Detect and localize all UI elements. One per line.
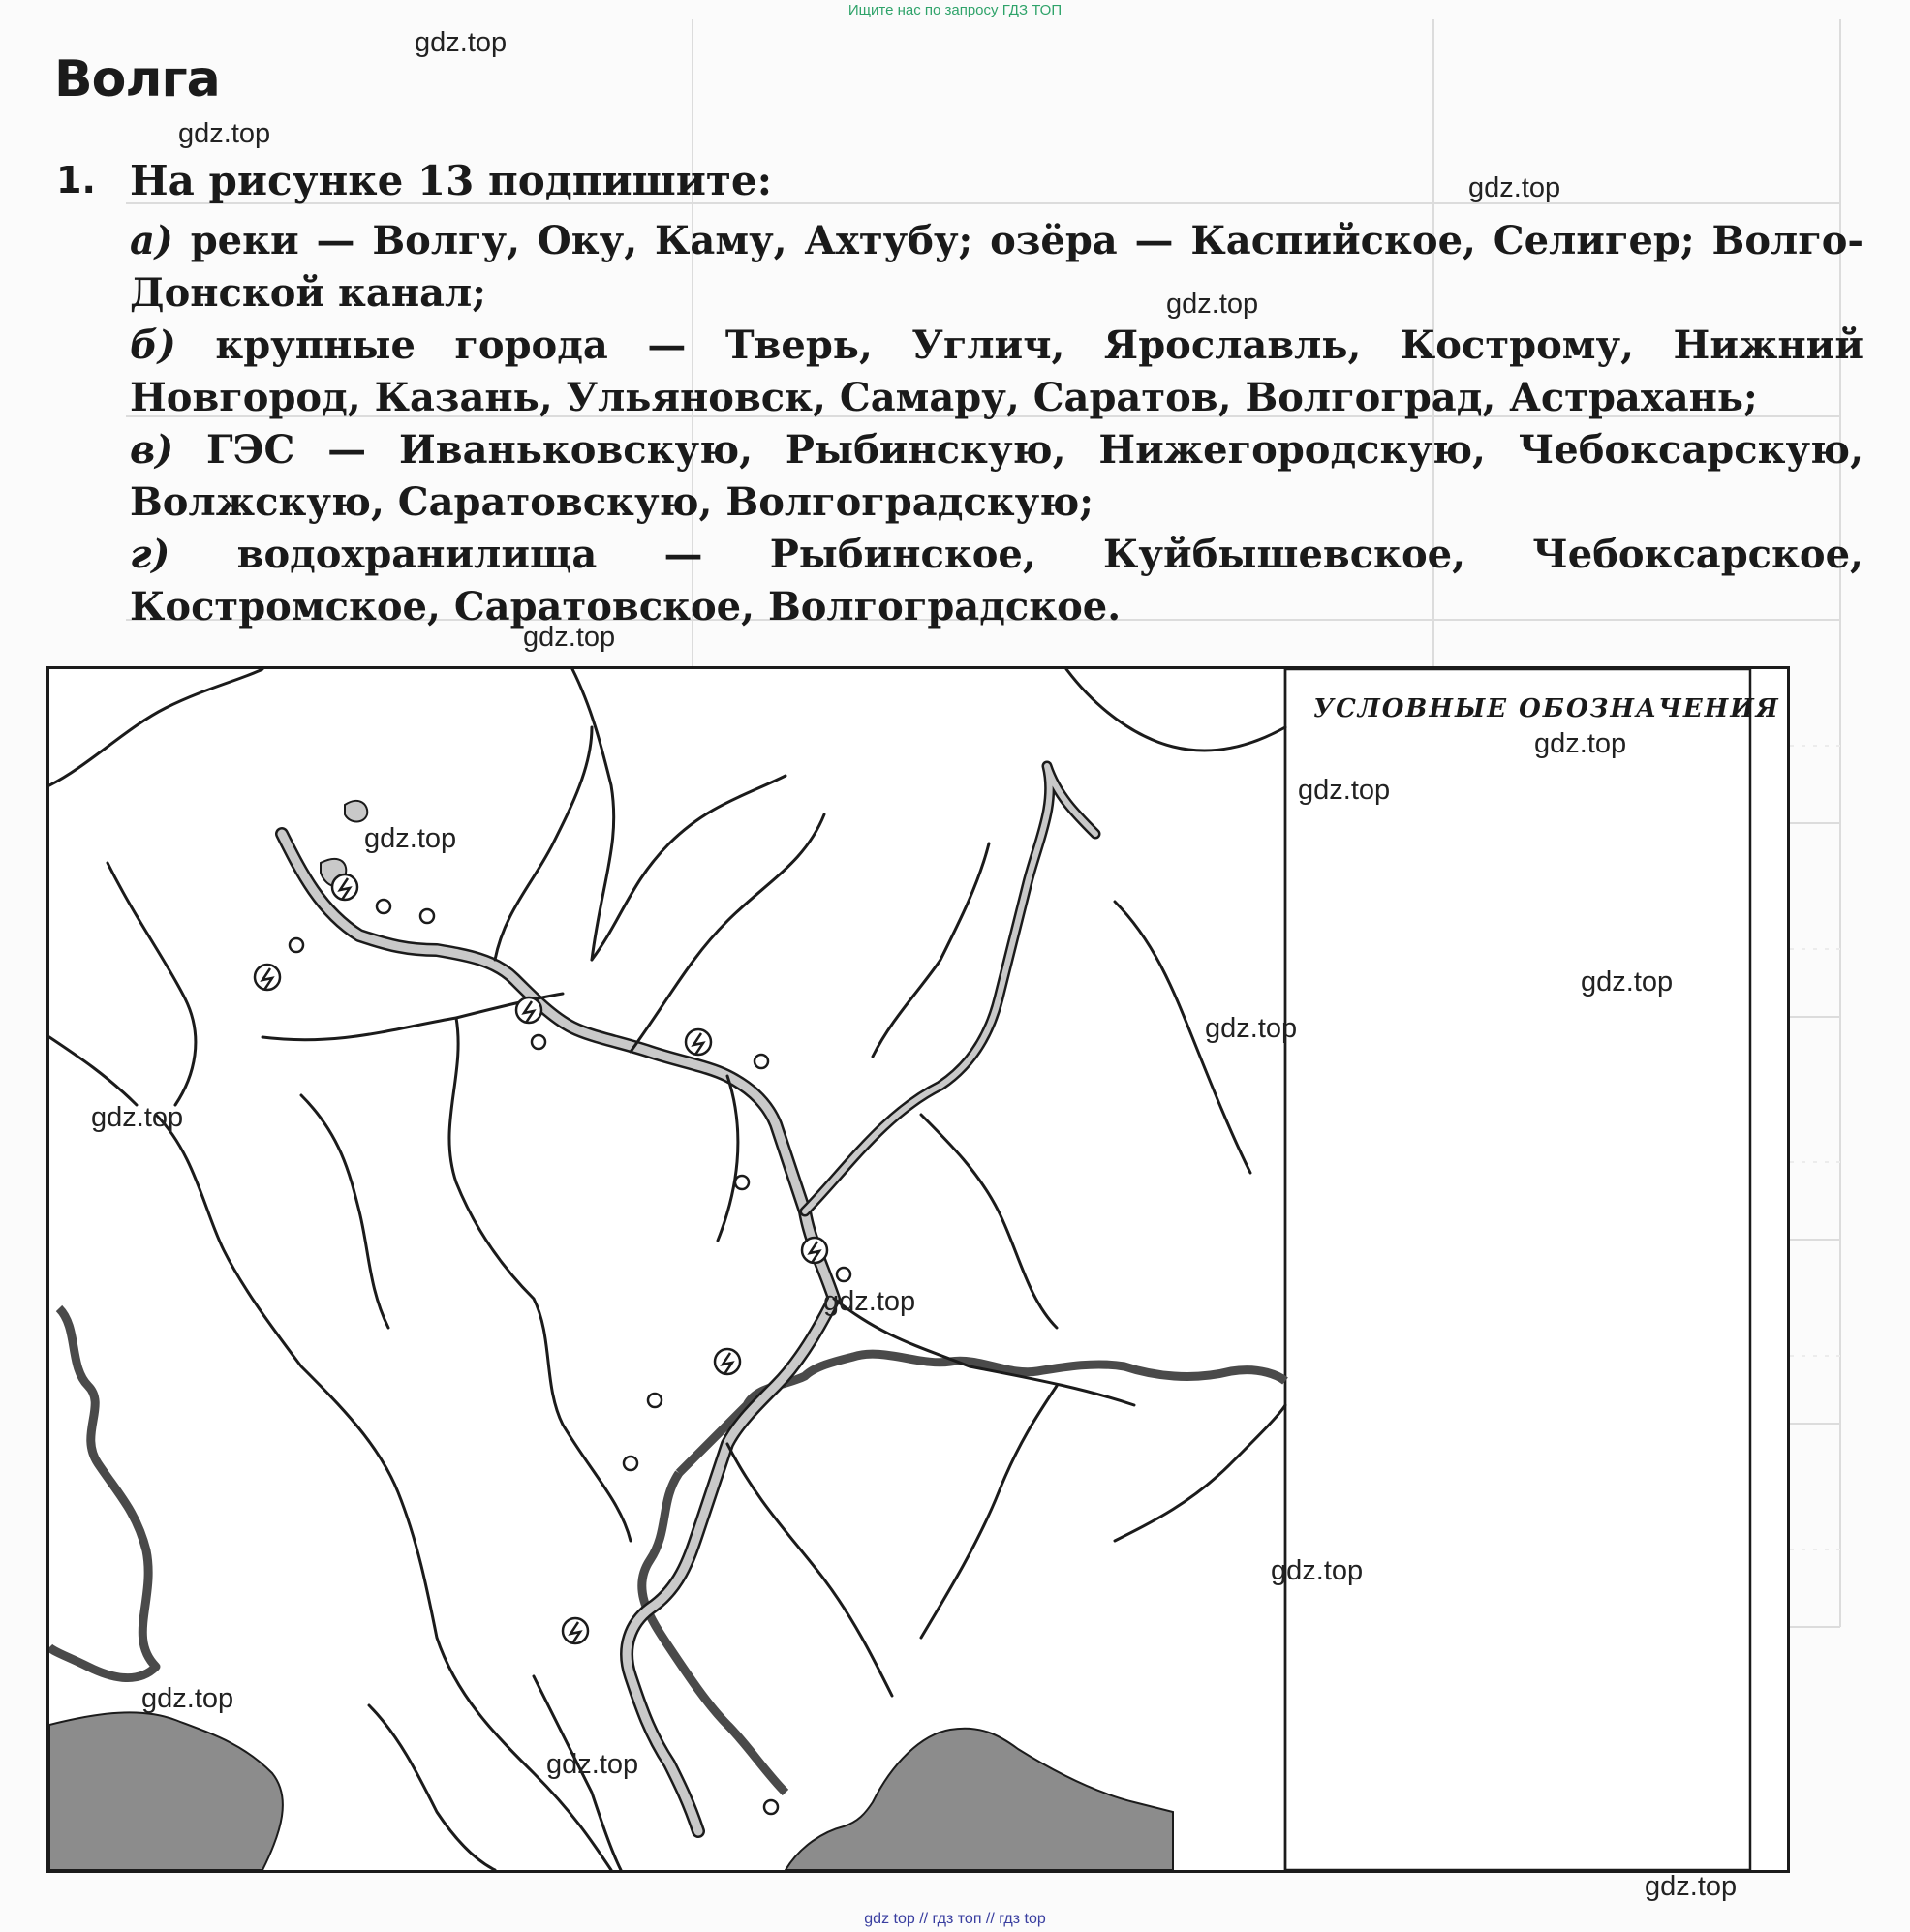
watermark: gdz.top — [1298, 775, 1391, 806]
city-markers — [290, 900, 850, 1814]
legend-title: УСЛОВНЫЕ ОБОЗНАЧЕНИЯ — [1313, 694, 1780, 723]
task-item-letter: а) — [130, 218, 173, 263]
hpp-markers — [255, 874, 827, 1643]
task-item-letter: г) — [130, 532, 170, 577]
task-header: На рисунке 13 подпишите: — [130, 157, 773, 204]
task-items — [130, 215, 1864, 633]
watermark: gdz.top — [1205, 1013, 1298, 1044]
task-item-letter: в) — [130, 427, 174, 473]
watermark: gdz.top — [1468, 172, 1561, 203]
state-border-south — [679, 1354, 1285, 1473]
volga-map-drawing — [49, 669, 1787, 1870]
task-number: 1. — [56, 159, 96, 201]
caspian-sea — [786, 1729, 1173, 1870]
volga-main-fill — [282, 834, 834, 1831]
watermark: gdz.top — [1581, 966, 1674, 997]
legend-box — [1285, 669, 1750, 1870]
task-item-g — [130, 529, 1864, 633]
watermark: gdz.top — [823, 1286, 916, 1317]
watermark: gdz.top — [1271, 1555, 1364, 1586]
watermark: gdz.top — [178, 118, 271, 149]
volga-map — [46, 666, 1790, 1873]
watermark: gdz.top — [1645, 1871, 1738, 1902]
watermark: gdz.top — [546, 1749, 639, 1780]
task-item-text: реки — Волгу, Оку, Каму, Ахтубу; озёра — Каспийское, Селигер; Волго-Донской канал; — [130, 218, 1864, 316]
section-title: Волга — [54, 50, 220, 108]
watermark: gdz.top — [141, 1683, 234, 1714]
watermark: gdz.top — [1534, 728, 1627, 759]
state-border — [49, 1308, 156, 1678]
watermark: gdz.top — [523, 622, 616, 653]
sea-bottom-left — [49, 1712, 283, 1870]
watermark: gdz.top — [1166, 289, 1259, 320]
task-item-text: водохранилища — Рыбинское, Куйбышевское, Чебоксарское, Костромское, Саратовское, Волгоградское. — [130, 532, 1864, 629]
volga-main — [282, 834, 834, 1831]
watermark: gdz.top — [91, 1102, 184, 1133]
bottom-banner[interactable]: gdz top // гдз топ // гдз top — [864, 1911, 1046, 1927]
top-banner[interactable]: Ищите нас по запросу ГДЗ ТОП — [847, 2, 1063, 18]
hpp-bolts — [262, 878, 819, 1643]
task-item-b — [130, 320, 1864, 424]
watermark: gdz.top — [364, 823, 457, 854]
task-item-v — [130, 424, 1864, 529]
task-item-text: ГЭС — Иваньковскую, Рыбинскую, Нижегородскую, Чебоксарскую, Волжскую, Саратовскую, Волгоградскую; — [130, 427, 1864, 525]
task-item-a — [130, 215, 1864, 320]
watermark: gdz.top — [415, 27, 508, 58]
task-item-text: крупные города — Тверь, Углич, Ярославль, Кострому, Нижний Новгород, Казань, Ульяновск, Самару, Саратов, Волгоград, Астрахань; — [130, 322, 1864, 420]
task-item-letter: б) — [130, 322, 176, 368]
